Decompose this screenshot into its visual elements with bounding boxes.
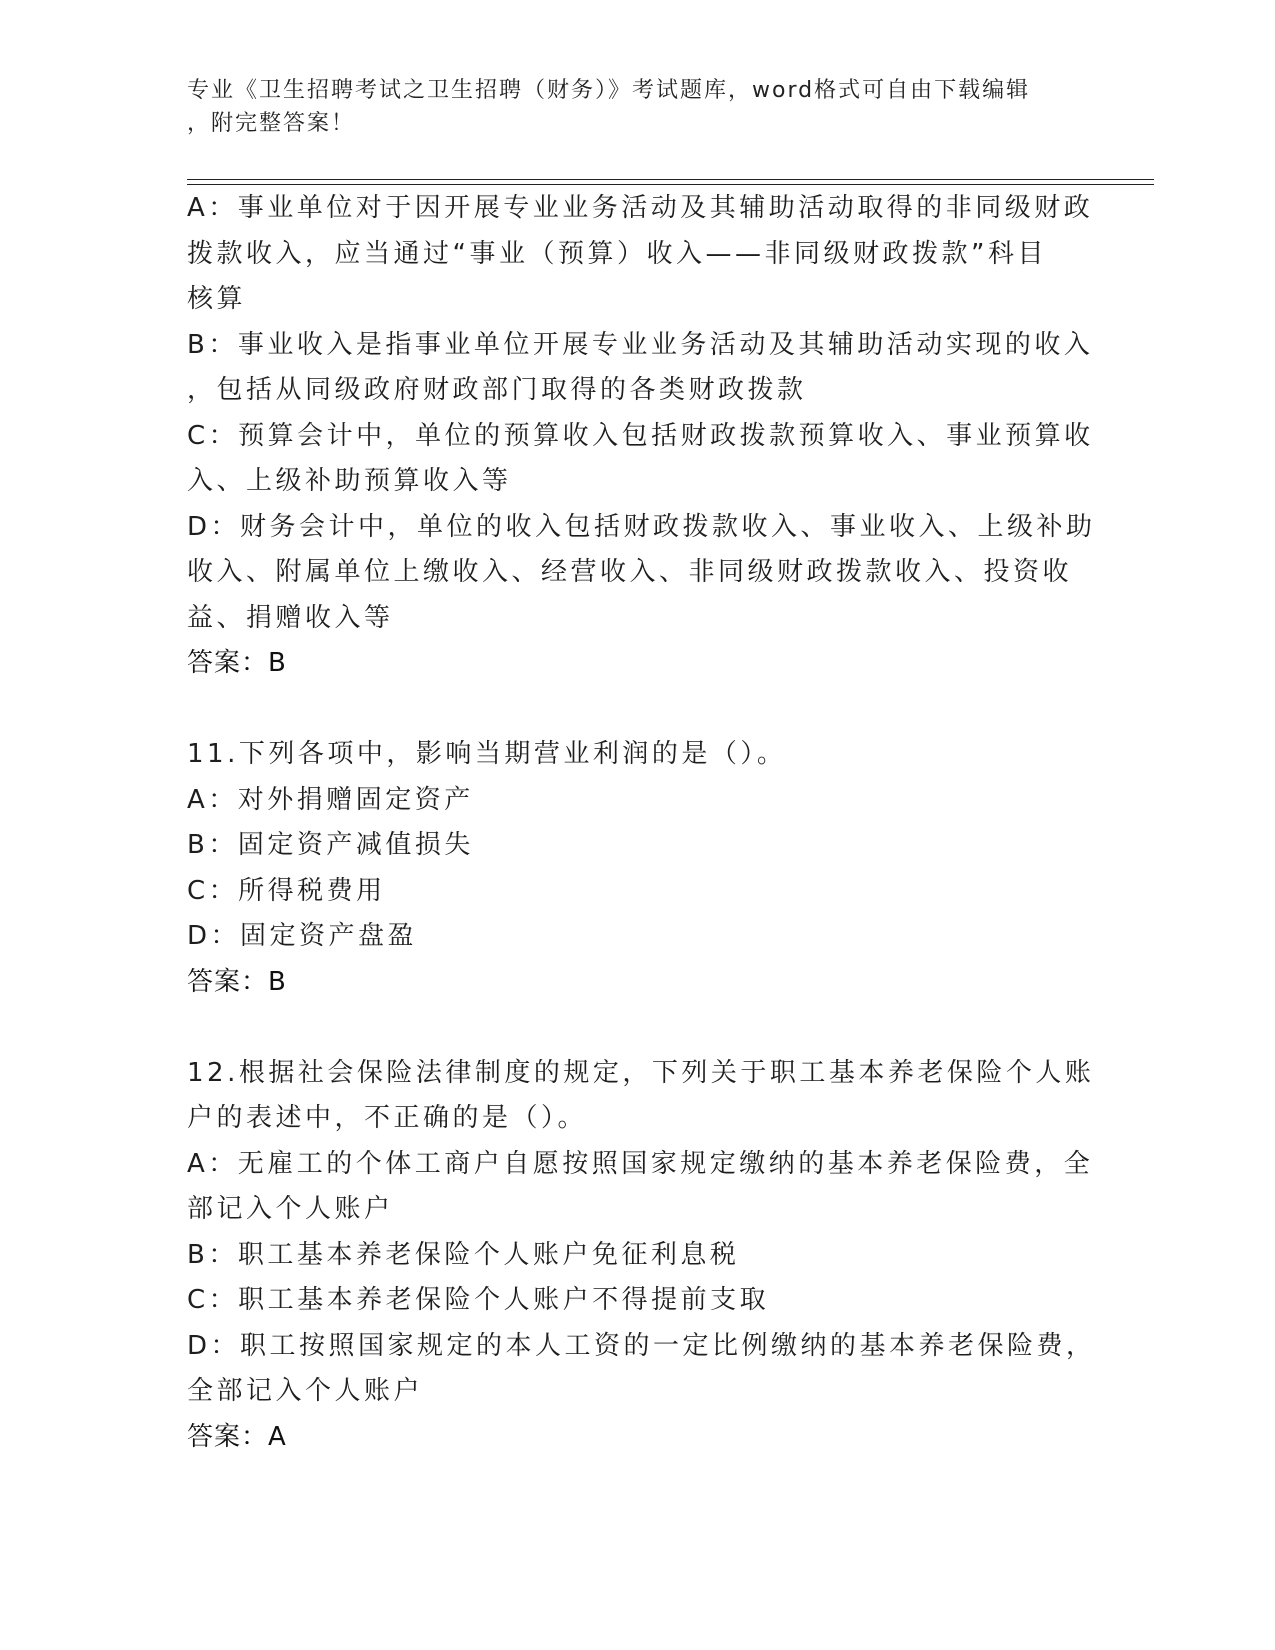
question-12 (187, 1051, 1096, 1461)
option-c: C：所得税费用 (187, 875, 386, 906)
option-c (187, 414, 1094, 505)
option-b: B：职工基本养老保险个人账户免征利息税 (187, 1239, 740, 1270)
option-b: B：固定资产减值损失 (187, 830, 474, 860)
option-a: A：无雇工的个体工商户自愿按照国家规定缴纳的基本养老保险费，全 (187, 1148, 1094, 1179)
option-d: 全部记入个人账户 (187, 1376, 424, 1406)
text-line: B：事业收入是指事业单位开展专业业务活动及其辅助活动实现的收入 (187, 329, 1094, 360)
text-line: 入、上级补助预算收入等 (187, 466, 512, 496)
option-b (187, 323, 1094, 414)
question-11 (187, 732, 1067, 1005)
header-line-1: 专业《卫生招聘考试之卫生招聘（财务）》考试题库，word格式可自由下载编辑 (187, 78, 1031, 103)
question-text: 11.下列各项中，影响当期营业利润的是（）。 (187, 739, 787, 769)
text-line: A：事业单位对于因开展专业业务活动及其辅助活动取得的非同级财政 (187, 193, 1094, 223)
text-line: 核算 (187, 284, 247, 314)
text-line: 收入、附属单位上缴收入、经营收入、非同级财政拨款收入、投资收 (187, 557, 1073, 587)
question-content (187, 186, 1096, 1460)
text-line: C：预算会计中，单位的预算收入包括财政拨款预算收入、事业预算收 (187, 420, 1094, 451)
option-d: D：职工按照国家规定的本人工资的一定比例缴纳的基本养老保险费， (187, 1330, 1096, 1361)
question-text: 12.根据社会保险法律制度的规定，下列关于职工基本养老保险个人账 (187, 1057, 1095, 1088)
text-line: 益、捐赠收入等 (187, 602, 394, 633)
option-a: 部记入个人账户 (187, 1194, 394, 1224)
text-line: 拨款收入，应当通过“事业（预算）收入——非同级财政拨款”科目 (187, 238, 1047, 269)
answer-label: 答案：B (187, 648, 287, 678)
option-d (187, 505, 1096, 642)
answer-label: 答案：A (187, 1421, 287, 1452)
question-text: 户的表述中，不正确的是（）。 (187, 1103, 588, 1133)
spacer (187, 687, 1067, 733)
option-a: A：对外捐赠固定资产 (187, 784, 474, 815)
option-a (187, 186, 1094, 323)
spacer (187, 1005, 1067, 1051)
header-divider-bottom (187, 184, 1154, 185)
question-10 (187, 186, 1096, 687)
text-line: ，包括从同级政府财政部门取得的各类财政拨款 (187, 375, 807, 405)
answer-label: 答案：B (187, 966, 287, 997)
option-c: C：职工基本养老保险个人账户不得提前支取 (187, 1285, 770, 1315)
header-line-2: ，附完整答案！ (187, 111, 356, 136)
option-d: D：固定资产盘盈 (187, 921, 418, 951)
text-line: D：财务会计中，单位的收入包括财政拨款收入、事业收入、上级补助 (187, 511, 1096, 542)
header-divider-top (187, 179, 1154, 180)
document-header (187, 74, 1067, 140)
